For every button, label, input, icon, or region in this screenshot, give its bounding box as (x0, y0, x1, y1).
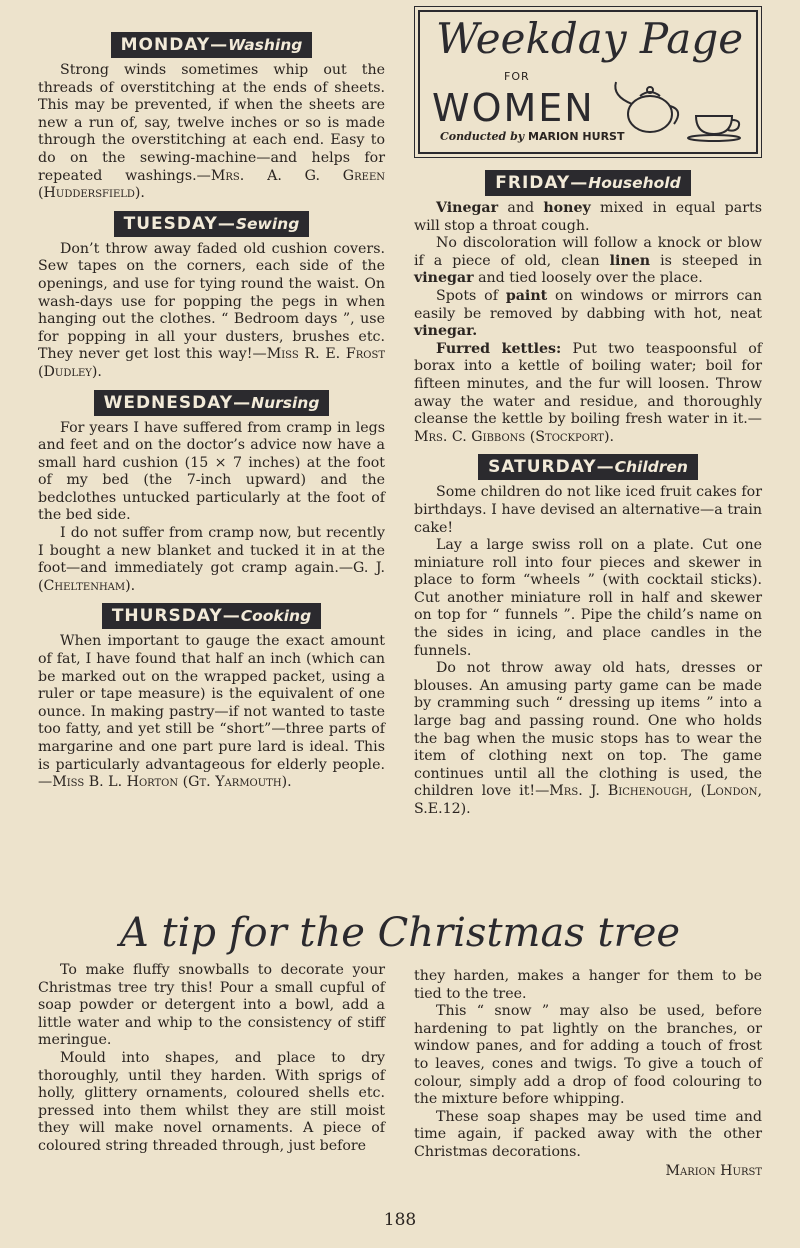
tuesday-heading: TUESDAY—Sewing (114, 211, 310, 237)
feature-text-5: These soap shapes may be used time and time again, if packed away with the other Christmas decorations. (414, 1108, 762, 1160)
thursday-heading: THURSDAY—Cooking (102, 603, 321, 629)
saturday-text-2: Lay a large swiss roll on a plate. Cut one miniature roll into four pieces and skewer in place to form “wheels ” (with cocktail sticks). Cut another miniature roll in half and skewer on top for “ funnels ”. Pipe the child’s name on the sides in icing, and place candles in the funnels. (414, 537, 762, 659)
friday-text-4: Furred kettles: Put two teaspoonsful of borax into a kettle of boiling water; boil for fifteen minutes, and the fur will loosen. Throw away the water and residue, and thoroughly cleanse the kettle by boiling fresh water in it.—Mrs. C. Gibbons (Stockport). (414, 340, 763, 445)
masthead-for: FOR (504, 70, 530, 83)
saturday-text-1: Some children do not like iced fruit cakes for birthdays. I have devised an alternative—a train cake! (414, 484, 762, 536)
friday-text-2: No discoloration will follow a knock or blow if a piece of old, clean linen is steeped in vinegar and tied loosely over the place. (414, 235, 762, 287)
saturday-text-3: Do not throw away old hats, dresses or blouses. An amusing party game can be made by cramming such “ dressing up items ” into a large bag and passing round. One who holds the bag when the music stops has to wear the item of clothing next on top. The game continues until all the clothing is used, the children love it!—Mrs. J. Bichenough, (London, S.E.12). (414, 660, 762, 817)
monday-heading: MONDAY—Washing (111, 32, 313, 58)
thursday-signature: Miss B. L. Horton (Gt. Yarmouth). (52, 774, 292, 791)
masthead-women: WOMEN (432, 86, 595, 130)
feature-text-1: To make fluffy snowballs to decorate your Christmas tree try this! Pour a small cupful of soap powder or detergent into a bowl, add a little water and whip to the consistency of stiff meringue. (38, 962, 385, 1049)
friday-heading: FRIDAY—Household (485, 170, 690, 196)
thursday-text: When important to gauge the exact amount of fat, I have found that half an inch (which can be marked out on the wrapped packet, using a ruler or tape measure) is the equivalent of one ounce. In making pastry—if not wanted to taste too fatty, and yet still be “short”—three parts of margarine and one part pure lard is ideal. This is particularly advantageous for elderly people.—Miss B. L. Horton (Gt. Yarmouth). (38, 633, 385, 791)
masthead-title: Weekday Page (436, 14, 744, 63)
tuesday-signature: Miss R. E. Frost (Dudley). (38, 346, 385, 380)
wednesday-signature: G. J. (Cheltenham). (38, 560, 385, 594)
wednesday-text-2: I do not suffer from cramp now, but recently I bought a new blanket and tucked it in at the foot—and immediately got cramp again.—G. J. (Cheltenham). (38, 525, 385, 594)
feature-title: A tip for the Christmas tree (119, 910, 681, 956)
masthead-conducted: Conducted by MARION HURST (440, 130, 625, 143)
left-column (38, 30, 385, 792)
wednesday-heading: WEDNESDAY—Nursing (94, 390, 330, 416)
teapot-icon (610, 80, 750, 142)
right-column (414, 6, 762, 819)
masthead-box (418, 10, 758, 154)
page-number: 188 (383, 1210, 417, 1230)
friday-signature: Mrs. C. Gibbons (Stockport). (414, 428, 615, 445)
monday-text: Strong winds sometimes whip out the threads of overstitching at the ends of sheets. This may be prevented, if when the sheets are new a run of, say, twelve inches or so is made through the overstitching at each end. Easy to do on the sewing-machine—and helps for repeated washings.—Mrs. A. G. Green (Huddersfield). (38, 62, 385, 202)
feature-text-4: This “ snow ” may also be used, before hardening to pat lightly on the branches, or window panes, and for adding a touch of frost to leaves, cones and twigs. To give a touch of colour, simply add a drop of food colouring to the mixture before whipping. (414, 1003, 762, 1108)
feature-right-column (414, 968, 762, 1180)
feature-left-column (38, 962, 385, 1156)
feature-text-2: Mould into shapes, and place to dry thoroughly, until they harden. With sprigs of holly, glittery ornaments, coloured shells etc. pressed into them whilst they are still moist they will make novel ornaments. A piece of coloured string threaded through, just before (38, 1049, 385, 1154)
friday-text-1: Vinegar and honey mixed in equal parts will stop a throat cough. (414, 200, 762, 234)
wednesday-text-1: For years I have suffered from cramp in legs and feet and on the doctor’s advice now have a small hard cushion (15 × 7 inches) at the foot of my bed (the 7-inch upward) and the bedclothes untucked particularly at the foot of the bed side. (38, 419, 385, 524)
monday-signature: Mrs. A. G. Green (Huddersfield). (38, 167, 385, 202)
saturday-heading: SATURDAY—Children (478, 454, 698, 480)
saturday-signature: Mrs. J. Bichenough, (London, S.E.12). (414, 783, 762, 817)
feature-author: Marion Hurst (665, 1162, 762, 1179)
feature-text-3: they harden, makes a hanger for them to be tied to the tree. (414, 968, 762, 1002)
tuesday-text: Don’t throw away faded old cushion covers. Sew tapes on the corners, each side of the openings, and use for tying round the waist. On wash-days use for popping the pegs in when hanging out the clothes. “ Bedroom days ”, use for popping in all your dusters, brushes etc. They never get lost this way!—Miss R. E. Frost (Dudley). (38, 240, 385, 380)
friday-text-3: Spots of paint on windows or mirrors can easily be removed by dabbing with hot, neat vinegar. (414, 287, 762, 340)
